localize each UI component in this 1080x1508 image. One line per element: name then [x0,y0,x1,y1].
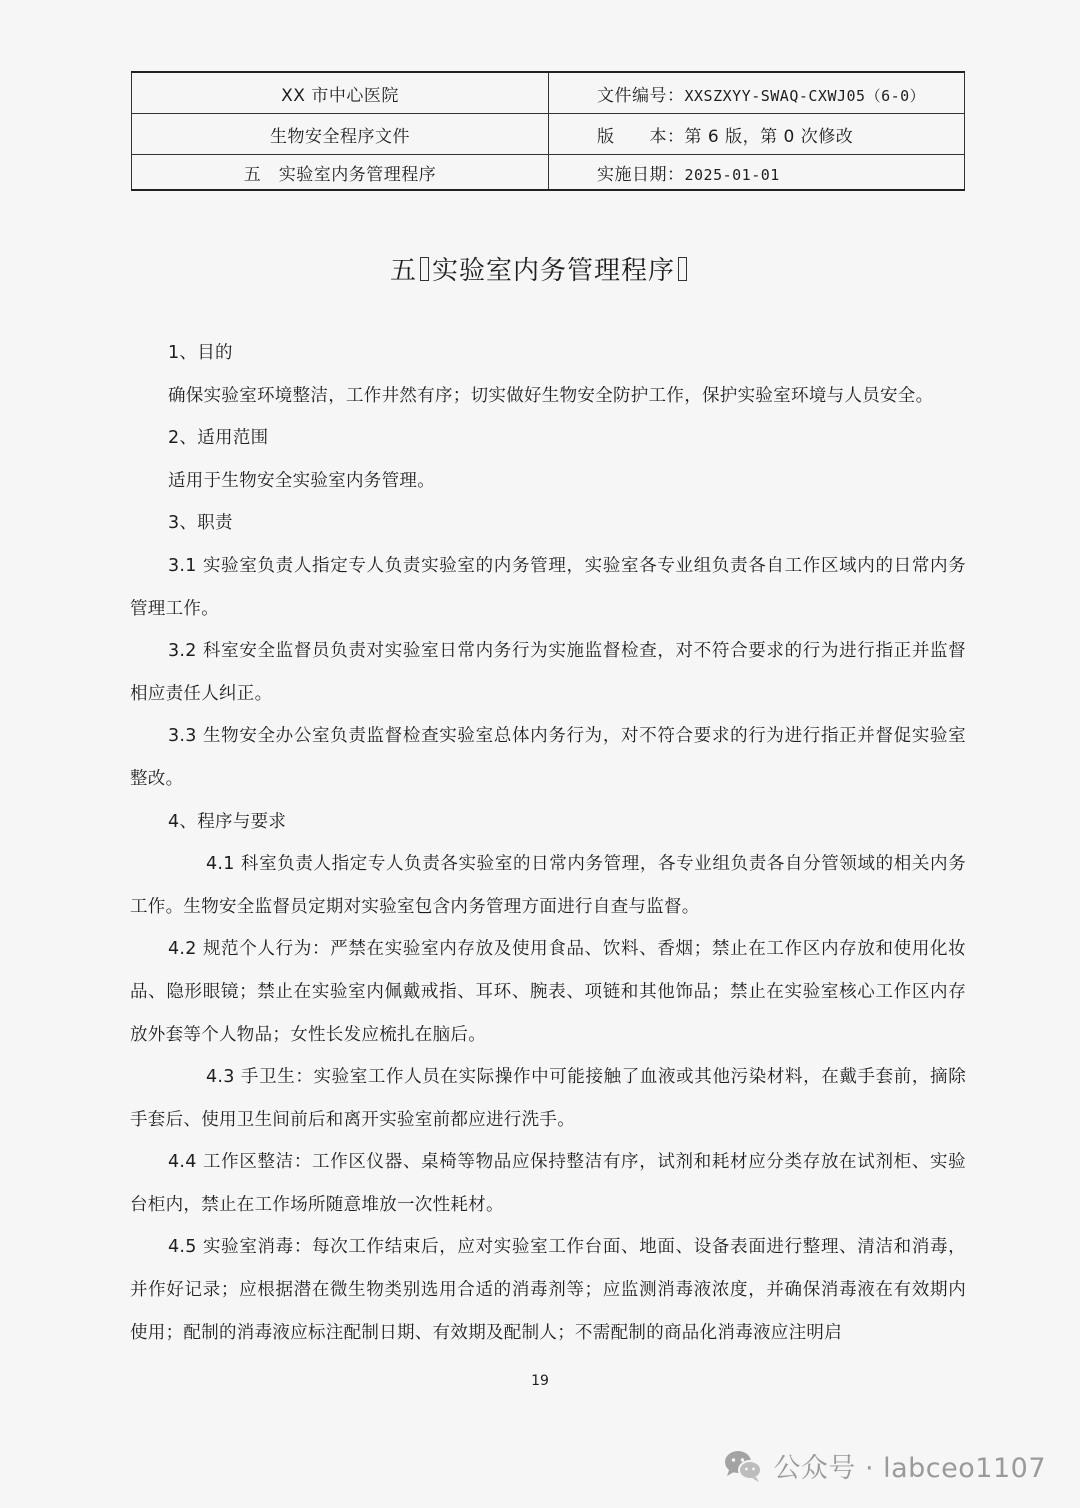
header-row [132,155,965,191]
doc-type: 生物安全程序文件 [132,114,549,155]
version-cell [549,114,965,155]
effective-date-label: 实施日期： [597,164,685,185]
version-value: 第 6 版，第 0 次修改 [684,126,854,147]
effective-date-cell [549,155,965,191]
document-title [0,250,1080,287]
doc-number-label: 文件编号： [597,85,685,106]
paragraph-3-2: 3.2 科室安全监督员负责对实验室日常内务行为实施监督检查，对不符合要求的行为进行指正并监督相应责任人纠正。 [130,641,966,704]
paragraph-purpose: 确保实验室环境整洁，工作井然有序；切实做好生物安全防护工作，保护实验室环境与人员安全。 [168,385,934,406]
page-number: 19 [531,1373,549,1389]
header-row [132,72,965,114]
section-name: 五 实验室内务管理程序 [132,155,549,191]
hospital-name: XX 市中心医院 [132,72,549,114]
paragraph-scope: 适用于生物安全实验室内务管理。 [168,470,435,491]
doc-number-value: XXSZXYY-SWAQ-CXWJ05（6-0） [684,86,926,105]
missing-glyph-box [678,257,687,281]
section-heading-scope: 2、适用范围 [168,428,269,449]
effective-date-value: 2025-01-01 [684,165,780,184]
paragraph-4-5: 4.5 实验室消毒：每次工作结束后，应对实验室工作台面、地面、设备表面进行整理、清洁和消毒，并作好记录；应根据潜在微生物类别选用合适的消毒剂等；应监测消毒液浓度，并确保消毒液在有效期内使用；配制的消毒液应标注配制日期、有效期及配制人；不需配制的商品化消毒液应注明启 [130,1237,966,1343]
version-label: 版 本： [597,126,685,147]
watermark [723,1446,1046,1485]
title-text: 实验室内务管理程序 [432,256,676,286]
doc-number-cell [549,72,965,114]
document-header-table [131,71,965,191]
missing-glyph-box [420,257,429,281]
paragraph-4-4: 4.4 工作区整洁：工作区仪器、桌椅等物品应保持整洁有序，试剂和耗材应分类存放在试剂柜、实验台柜内，禁止在工作场所随意堆放一次性耗材。 [130,1152,966,1215]
title-number: 五 [389,256,417,286]
wechat-icon [723,1449,763,1483]
section-heading-procedures: 4、程序与要求 [168,811,287,832]
paragraph-4-3: 4.3 手卫生：实验室工作人员在实际操作中可能接触了血液或其他污染材料，在戴手套前，摘除手套后、使用卫生间前后和离开实验室前都应进行洗手。 [130,1067,966,1130]
section-heading-duties: 3、职责 [168,513,233,534]
watermark-text: 公众号 · labceo1107 [773,1453,1046,1484]
paragraph-3-1: 3.1 实验室负责人指定专人负责实验室的内务管理，实验室各专业组负责各自工作区域内的日常内务管理工作。 [130,555,966,619]
paragraph-4-2: 4.2 规范个人行为：严禁在实验室内存放及使用食品、饮料、香烟；禁止在工作区内存放和使用化妆品、隐形眼镜；禁止在实验室内佩戴戒指、耳环、腕表、项链和其他饰品；禁止在实验室核心工作区内存放外套等个人物品；女性长发应梳扎在脑后。 [130,939,966,1045]
header-row [132,114,965,155]
paragraph-3-3: 3.3 生物安全办公室负责监督检查实验室总体内务行为，对不符合要求的行为进行指正并督促实验室整改。 [130,726,966,789]
section-heading-purpose: 1、目的 [168,343,233,363]
document-body [130,332,966,1354]
paragraph-4-1: 4.1 科室负责人指定专人负责各实验室的日常内务管理，各专业组负责各自分管领域的相关内务工作。生物安全监督员定期对实验室包含内务管理方面进行自查与监督。 [130,854,966,917]
